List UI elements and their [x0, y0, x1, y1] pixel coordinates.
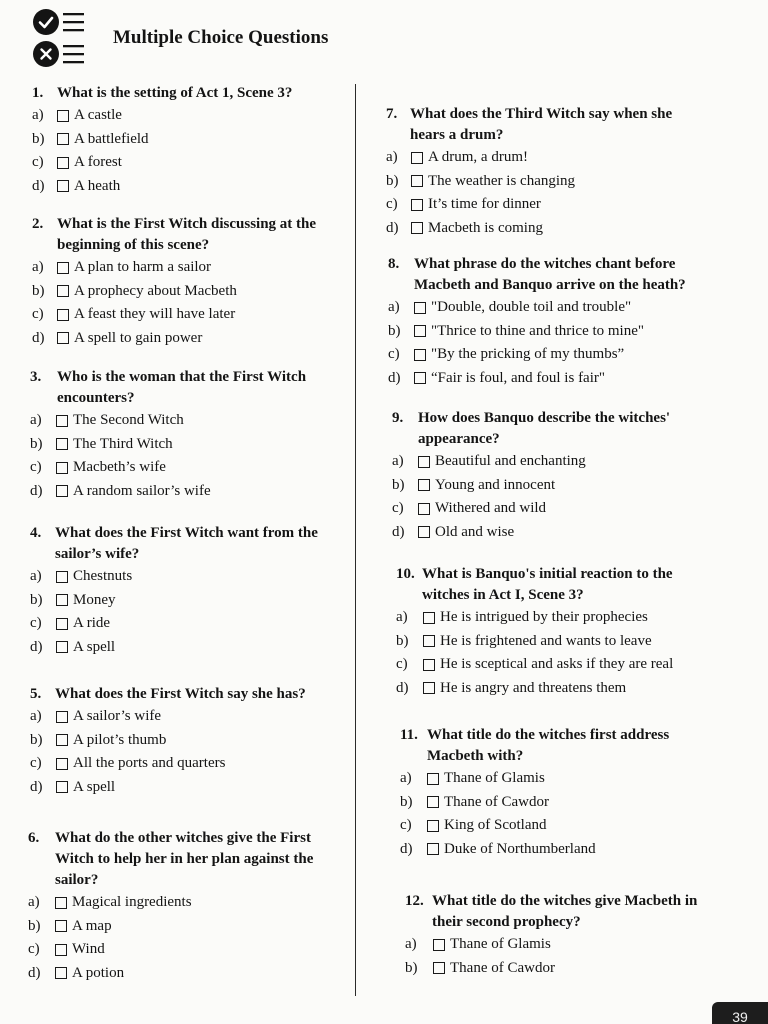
option-text: A feast they will have later [74, 306, 236, 322]
option-text: Magical ingredients [72, 894, 192, 910]
checkbox[interactable] [411, 222, 423, 234]
question-12 [405, 891, 697, 980]
option-item[interactable] [405, 957, 697, 981]
option-text: He is sceptical and asks if they are real [440, 656, 674, 672]
option-letter: b) [388, 322, 401, 339]
checkbox[interactable] [57, 133, 69, 145]
option-item[interactable] [30, 776, 306, 800]
checkbox[interactable] [433, 939, 445, 951]
option-item[interactable] [30, 612, 318, 636]
question-text [386, 104, 672, 146]
option-item[interactable] [30, 729, 306, 753]
question-line: appearance? [418, 431, 500, 447]
option-letter: a) [30, 708, 42, 724]
option-letter: c) [30, 615, 42, 631]
question-body [422, 564, 673, 606]
option-letter: a) [32, 107, 44, 123]
checkbox[interactable] [55, 920, 67, 932]
option-text: A castle [74, 107, 122, 123]
option-item[interactable] [400, 838, 669, 862]
option-letter: c) [386, 196, 398, 212]
question-line: What does the First Witch want from the [55, 525, 318, 541]
question-text [396, 564, 673, 606]
option-letter: d) [386, 219, 399, 236]
option-item[interactable] [396, 677, 673, 701]
option-letter: b) [392, 476, 405, 493]
option-letter: d) [30, 638, 43, 655]
checkbox[interactable] [427, 773, 439, 785]
option-text: Old and wise [435, 523, 515, 540]
question-number: 11. [400, 727, 418, 743]
option-text: He is frightened and wants to leave [440, 632, 652, 649]
option-item[interactable] [392, 497, 670, 521]
option-letter: a) [392, 453, 404, 469]
option-text: The Second Witch [73, 412, 184, 428]
option-item[interactable] [396, 630, 673, 654]
question-body [432, 891, 697, 933]
question-line: witches in Act I, Scene 3? [422, 587, 584, 603]
option-list [392, 450, 670, 544]
option-letter: b) [405, 959, 418, 976]
option-letter: c) [32, 306, 44, 322]
checkbox[interactable] [56, 618, 68, 630]
option-list [32, 256, 316, 350]
question-text [32, 214, 316, 256]
option-letter: c) [30, 755, 42, 771]
option-text: A drum, a drum! [428, 149, 528, 165]
checkbox[interactable] [56, 758, 68, 770]
question-text [400, 725, 669, 767]
option-item[interactable] [388, 343, 686, 367]
option-item[interactable] [28, 962, 313, 986]
question-line: What is the setting of Act 1, Scene 3? [57, 85, 293, 101]
option-item[interactable] [32, 151, 292, 175]
option-letter: b) [28, 917, 41, 934]
option-list [386, 146, 672, 240]
question-number: 3. [30, 369, 42, 385]
option-text: King of Scotland [444, 817, 547, 833]
question-line: What do the other witches give the First [55, 830, 311, 846]
question-line: What is the First Witch discussing at the [57, 216, 317, 232]
option-text: Thane of Glamis [450, 936, 551, 952]
question-body [55, 828, 313, 891]
cross-circle-list-icon [32, 40, 86, 70]
question-1 [32, 83, 292, 198]
option-letter: a) [30, 568, 42, 584]
option-letter: d) [396, 679, 409, 696]
checkbox[interactable] [57, 285, 69, 297]
question-text [388, 254, 686, 296]
option-text: A forest [74, 154, 122, 170]
question-text [405, 891, 697, 933]
option-item[interactable] [30, 752, 306, 776]
option-text: Money [73, 591, 116, 608]
checkbox[interactable] [423, 682, 435, 694]
question-body [57, 214, 316, 256]
question-line: What does the Third Witch say when she [410, 106, 673, 122]
page-number: 39 [712, 1002, 768, 1024]
option-item[interactable] [388, 296, 686, 320]
option-item[interactable] [386, 170, 672, 194]
checkbox[interactable] [56, 594, 68, 606]
option-letter: d) [28, 964, 41, 981]
checkbox[interactable] [57, 180, 69, 192]
option-letter: d) [30, 778, 43, 795]
checkbox[interactable] [414, 325, 426, 337]
option-item[interactable] [28, 938, 313, 962]
checkbox[interactable] [57, 110, 69, 122]
question-text [392, 408, 670, 450]
option-item[interactable] [30, 456, 306, 480]
checkbox[interactable] [414, 372, 426, 384]
checkbox[interactable] [57, 332, 69, 344]
question-line: Witch to help her in her plan against the [55, 851, 314, 867]
checkbox[interactable] [427, 796, 439, 808]
option-item[interactable] [32, 280, 316, 304]
option-letter: a) [28, 894, 40, 910]
option-letter: b) [396, 632, 409, 649]
check-circle-list-icon [32, 8, 86, 38]
option-item[interactable] [32, 175, 292, 199]
question-6 [28, 828, 313, 985]
question-line: What does the First Witch say she has? [55, 686, 306, 702]
option-item[interactable] [405, 933, 697, 957]
option-item[interactable] [386, 146, 672, 170]
checkbox[interactable] [427, 820, 439, 832]
option-item[interactable] [400, 814, 669, 838]
option-text: A potion [72, 964, 125, 981]
question-body [418, 408, 670, 450]
option-text: Chestnuts [73, 568, 133, 584]
option-text: Young and innocent [435, 476, 556, 493]
question-body [55, 523, 318, 565]
question-7 [386, 104, 672, 240]
checkbox[interactable] [433, 962, 445, 974]
option-text: "Double, double toil and trouble" [431, 299, 632, 315]
question-number: 9. [392, 410, 404, 426]
checkbox[interactable] [423, 635, 435, 647]
option-item[interactable] [28, 915, 313, 939]
option-text: A prophecy about Macbeth [74, 282, 237, 299]
question-body [427, 725, 669, 767]
option-text: Thane of Glamis [444, 770, 545, 786]
checkbox[interactable] [411, 175, 423, 187]
option-text: Withered and wild [435, 500, 547, 516]
checkbox[interactable] [57, 262, 69, 274]
question-number: 6. [28, 830, 40, 846]
option-letter: a) [388, 299, 400, 315]
question-line: What is Banquo's initial reaction to the [422, 566, 673, 582]
option-letter: c) [388, 346, 400, 362]
option-item[interactable] [392, 450, 670, 474]
checkbox[interactable] [427, 843, 439, 855]
checkbox[interactable] [414, 302, 426, 314]
question-body [410, 104, 672, 146]
option-text: Wind [72, 941, 105, 957]
question-5 [30, 684, 306, 799]
checkbox[interactable] [56, 462, 68, 474]
option-letter: b) [30, 731, 43, 748]
option-list [405, 933, 697, 980]
option-list [396, 606, 673, 700]
checkbox[interactable] [56, 734, 68, 746]
checkbox[interactable] [411, 199, 423, 211]
option-letter: d) [400, 840, 413, 857]
option-text: A heath [74, 177, 121, 194]
question-line: What title do the witches first address [427, 727, 670, 743]
option-letter: b) [32, 130, 45, 147]
question-10 [396, 564, 673, 700]
question-body [55, 684, 306, 705]
option-text: Beautiful and enchanting [435, 453, 586, 469]
option-letter: b) [400, 793, 413, 810]
option-item[interactable] [30, 480, 306, 504]
option-text: He is angry and threatens them [440, 679, 627, 696]
question-text [32, 83, 292, 104]
checkbox[interactable] [418, 503, 430, 515]
option-list [400, 767, 669, 861]
option-item[interactable] [30, 705, 306, 729]
question-line: sailor? [55, 872, 99, 888]
option-text: Duke of Northumberland [444, 840, 596, 857]
option-letter: d) [32, 329, 45, 346]
question-number: 2. [32, 216, 44, 232]
checkbox[interactable] [57, 157, 69, 169]
question-line: What title do the witches give Macbeth in [432, 893, 698, 909]
option-item[interactable] [32, 128, 292, 152]
option-letter: c) [392, 500, 404, 516]
option-item[interactable] [30, 409, 306, 433]
question-2 [32, 214, 316, 350]
option-item[interactable] [30, 433, 306, 457]
option-item[interactable] [32, 303, 316, 327]
question-number: 4. [30, 525, 42, 541]
checkbox[interactable] [418, 479, 430, 491]
option-letter: b) [30, 435, 43, 452]
option-text: The weather is changing [428, 172, 576, 189]
question-text [30, 684, 306, 705]
option-letter: d) [392, 523, 405, 540]
option-item[interactable] [388, 320, 686, 344]
option-item[interactable] [30, 636, 318, 660]
checkbox[interactable] [56, 415, 68, 427]
question-body [57, 367, 306, 409]
checkbox[interactable] [423, 659, 435, 671]
option-list [30, 705, 306, 799]
option-item[interactable] [32, 327, 316, 351]
question-number: 5. [30, 686, 42, 702]
option-text: Thane of Cawdor [450, 959, 555, 976]
question-body [57, 83, 292, 104]
question-11 [400, 725, 669, 861]
question-9 [392, 408, 670, 544]
option-letter: c) [30, 459, 42, 475]
question-line: sailor’s wife? [55, 546, 140, 562]
option-item[interactable] [392, 521, 670, 545]
question-4 [30, 523, 318, 659]
option-text: "By the pricking of my thumbs” [431, 346, 625, 362]
option-item[interactable] [388, 367, 686, 391]
option-text: It’s time for dinner [428, 196, 541, 212]
question-number: 12. [405, 893, 424, 909]
question-number: 7. [386, 106, 398, 122]
option-letter: a) [405, 936, 417, 952]
option-letter: c) [32, 154, 44, 170]
question-8 [388, 254, 686, 390]
option-letter: a) [400, 770, 412, 786]
option-item[interactable] [396, 606, 673, 630]
option-letter: b) [32, 282, 45, 299]
checkbox[interactable] [57, 309, 69, 321]
question-number: 8. [388, 256, 400, 272]
question-body [414, 254, 686, 296]
checkbox[interactable] [423, 612, 435, 624]
option-text: Macbeth’s wife [73, 459, 166, 475]
option-letter: a) [32, 259, 44, 275]
option-text: A spell to gain power [74, 329, 203, 346]
column-divider [355, 84, 356, 996]
option-letter: b) [386, 172, 399, 189]
question-line: their second prophecy? [432, 914, 581, 930]
question-number: 1. [32, 85, 44, 101]
checkbox[interactable] [55, 944, 67, 956]
option-text: "Thrice to thine and thrice to mine" [431, 322, 645, 339]
question-number: 10. [396, 566, 415, 582]
checkbox[interactable] [411, 152, 423, 164]
option-letter: d) [388, 369, 401, 386]
option-list [30, 565, 318, 659]
option-item[interactable] [400, 791, 669, 815]
option-list [28, 891, 313, 985]
option-text: A ride [73, 615, 111, 631]
option-text: A spell [73, 778, 116, 795]
option-letter: d) [32, 177, 45, 194]
checkbox[interactable] [56, 438, 68, 450]
checkbox[interactable] [56, 781, 68, 793]
option-text: Macbeth is coming [428, 219, 543, 236]
question-line: What phrase do the witches chant before [414, 256, 676, 272]
question-line: hears a drum? [410, 127, 504, 143]
question-line: Who is the woman that the First Witch [57, 369, 307, 385]
option-text: A pilot’s thumb [73, 731, 167, 748]
option-text: A spell [73, 638, 116, 655]
page-title: Multiple Choice Questions [113, 27, 329, 48]
question-line: Macbeth with? [427, 748, 524, 764]
option-text: A sailor’s wife [73, 708, 162, 724]
checkbox[interactable] [56, 485, 68, 497]
option-item[interactable] [30, 565, 318, 589]
question-line: encounters? [57, 390, 135, 406]
question-text [30, 523, 318, 565]
option-letter: a) [386, 149, 398, 165]
option-item[interactable] [386, 217, 672, 241]
option-letter: d) [30, 482, 43, 499]
checkbox[interactable] [55, 897, 67, 909]
checkbox[interactable] [414, 349, 426, 361]
option-item[interactable] [386, 193, 672, 217]
question-3 [30, 367, 306, 503]
checkbox[interactable] [56, 571, 68, 583]
option-text: He is intrigued by their prophecies [440, 609, 648, 625]
option-list [32, 104, 292, 198]
option-list [388, 296, 686, 390]
option-text: All the ports and quarters [73, 755, 226, 771]
option-text: Thane of Cawdor [444, 793, 549, 810]
option-letter: c) [400, 817, 412, 833]
question-line: Macbeth and Banquo arrive on the heath? [414, 277, 686, 293]
option-text: A plan to harm a sailor [74, 259, 212, 275]
option-text: A random sailor’s wife [73, 482, 211, 499]
option-item[interactable] [30, 589, 318, 613]
option-item[interactable] [396, 653, 673, 677]
option-list [30, 409, 306, 503]
option-text: A battlefield [74, 130, 149, 147]
option-letter: a) [396, 609, 408, 625]
option-item[interactable] [392, 474, 670, 498]
option-letter: b) [30, 591, 43, 608]
checkbox[interactable] [55, 967, 67, 979]
question-line: beginning of this scene? [57, 237, 210, 253]
option-text: “Fair is foul, and foul is fair" [431, 369, 606, 386]
option-text: The Third Witch [73, 435, 173, 452]
question-line: How does Banquo describe the witches' [418, 410, 671, 426]
question-text [30, 367, 306, 409]
option-item[interactable] [32, 256, 316, 280]
checkbox[interactable] [418, 526, 430, 538]
option-letter: a) [30, 412, 42, 428]
checkbox[interactable] [56, 641, 68, 653]
question-text [28, 828, 313, 891]
checkbox[interactable] [56, 711, 68, 723]
option-item[interactable] [28, 891, 313, 915]
option-item[interactable] [32, 104, 292, 128]
option-letter: c) [28, 941, 40, 957]
option-item[interactable] [400, 767, 669, 791]
option-text: A map [72, 917, 112, 934]
option-letter: c) [396, 656, 408, 672]
checkbox[interactable] [418, 456, 430, 468]
